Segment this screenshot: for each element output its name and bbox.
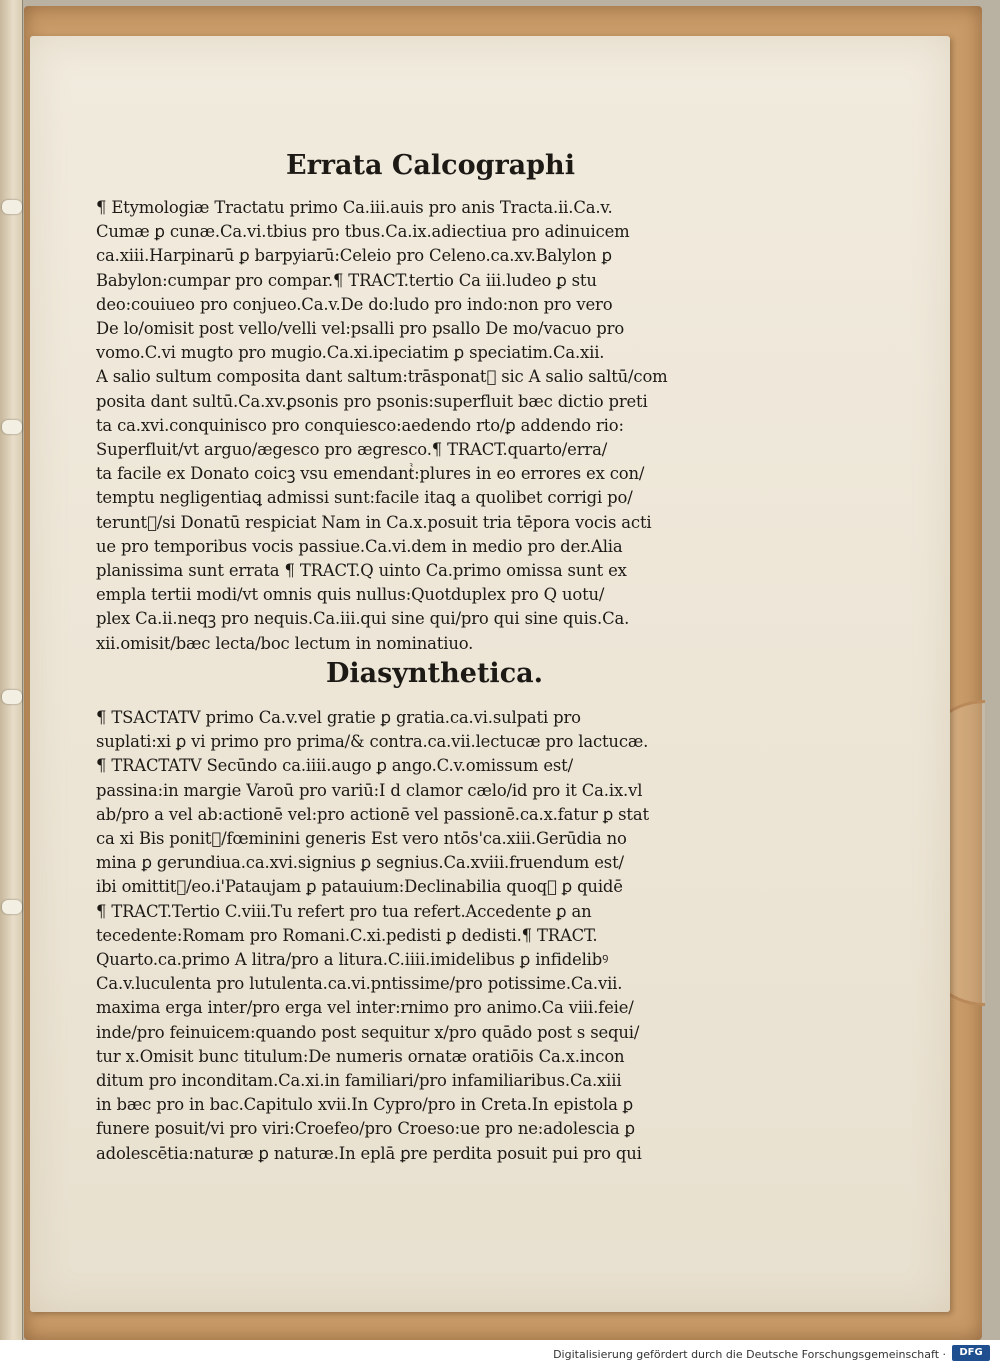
text-line: Babylon:cumpar pro compar.¶ TRACT.tertio Ca iii.ludeo ꝑ stu (96, 270, 597, 290)
text-line: tecedente:Romam pro Romani.C.xi.pedisti ꝑ dedisti.¶ TRACT. (96, 925, 598, 945)
digitization-footer (0, 1340, 1000, 1369)
text-line: inde/pro feinuicem:quando post sequitur x/pro quādo post s sequi/ (96, 1022, 640, 1042)
text-line: Ca.v.luculenta pro lutulenta.ca.vi.pntissime/pro potissime.Ca.vii. (96, 974, 623, 994)
text-line: adolescētia:naturæ ꝑ naturæ.In eplā ꝑre perdita posuit pui pro qui (96, 1143, 642, 1163)
funding-credit: Digitalisierung gefördert durch die Deutsche Forschungsgemeinschaft · (553, 1348, 946, 1361)
text-line: tur x.Omisit bunc titulum:De numeris ornatæ oratiōis Ca.x.incon (96, 1046, 625, 1066)
text-line: Superfluit/vt arguo/ægesco pro ægresco.¶ TRACT.quarto/erra/ (96, 440, 608, 460)
text-line: ¶ TSACTATV primo Ca.v.vel gratie ꝑ gratia.ca.vi.sulpati pro (96, 708, 581, 727)
text-line: deo:couiueo pro conjueo.Ca.v.De do:ludo pro indo:non pro vero (96, 294, 613, 314)
facing-page-edge (0, 0, 23, 1340)
text-line: plex Ca.ii.neqꝫ pro nequis.Ca.iii.qui sine qui/pro qui sine quis.Ca. (96, 609, 630, 629)
text-line: A salio sultum composita dant saltum:trāsponatᷣ sic A salio saltū/com (96, 367, 668, 387)
binding-stitch (2, 200, 22, 214)
section-heading: Diasynthetica. (326, 658, 544, 689)
errata-paragraph-2 (96, 706, 756, 1166)
text-line: ca.xiii.Harpinarū ꝑ barpyiarū:Celeio pro Celeno.ca.xv.Balylon ꝑ (96, 246, 612, 266)
text-line: in bæc pro in bac.Capitulo xvii.In Cypro/pro in Creta.In epistola ꝑ (96, 1095, 634, 1115)
text-line: ¶ Etymologiæ Tractatu primo Ca.iii.auis pro anis Tracta.ii.Ca.v. (96, 198, 613, 217)
text-line: temptu negligentiaꝗ admissi sunt:facile itaꝗ a quolibet corrigi po/ (96, 488, 633, 508)
text-line: empla tertii modi/vt omnis quis nullus:Quotduplex pro Q uotu/ (96, 585, 605, 605)
text-line: ¶ TRACTATV Secūndo ca.iiii.augo ꝑ ango.C.v.omissum est/ (96, 756, 573, 776)
binding-stitch (2, 690, 22, 704)
binding-stitch (2, 900, 22, 914)
text-line: mina ꝑ gerundiua.ca.xvi.signius ꝑ segnius.Ca.xviii.fruendum est/ (96, 853, 624, 873)
text-line: ibi omittitᷣ/eo.i'Pataujam ꝑ patauium:Declinabilia quoqꝫ ꝑ quidē (96, 877, 623, 897)
text-line: ta facile ex Donato coicꝫ vsu emendantᷣ:plures in eo errores ex con/ (96, 464, 645, 484)
text-line: De lo/omisit post vello/velli vel:psalli pro psallo De mo/vacuo pro (96, 319, 625, 339)
text-line: funere posuit/vi pro viri:Croefeo/pro Croeso:ue pro ne:adolescia ꝑ (96, 1119, 635, 1139)
text-line: planissima sunt errata ¶ TRACT.Q uinto Ca.primo omissa sunt ex (96, 561, 627, 581)
text-line: ¶ TRACT.Tertio C.viii.Tu refert pro tua refert.Accedente ꝑ an (96, 901, 592, 921)
dfg-logo: DFG (952, 1345, 990, 1361)
text-line: ca xi Bis ponitᷣ/fœminini generis Est vero ntōs'ca.xiii.Gerūdia no (96, 829, 627, 849)
text-line: ditum pro inconditam.Ca.xi.in familiari/pro infamiliaribus.Ca.xiii (96, 1071, 622, 1091)
text-line: posita dant sultū.Ca.xv.ꝑsonis pro psonis:superfluit bæc dictio preti (96, 391, 648, 411)
text-line: Cumæ ꝑ cunæ.Ca.vi.tbius pro tbus.Ca.ix.adiectiua pro adinuicem (96, 222, 630, 242)
text-line: teruntᷣ/si Donatū respiciat Nam in Ca.x.posuit tria tēpora vocis acti (96, 512, 652, 532)
text-line: maxima erga inter/pro erga vel inter:rnimo pro animo.Ca viii.feie/ (96, 998, 634, 1018)
text-line: Quarto.ca.primo A litra/pro a litura.C.iiii.imidelibus ꝑ infidelibꝰ (96, 950, 609, 970)
page-title: Errata Calcographi (286, 150, 575, 181)
text-line: xii.omisit/bæc lecta/boc lectum in nominatiuo. (96, 633, 474, 653)
text-line: ta ca.xvi.conquinisco pro conquiesco:aedendo rto/ꝑ addendo rio: (96, 415, 624, 435)
text-line: ab/pro a vel ab:actionē vel:pro actionē vel passionē.ca.x.fatur ꝑ stat (96, 804, 649, 824)
text-line: ue pro temporibus vocis passiue.Ca.vi.dem in medio pro der.Alia (96, 536, 623, 556)
binding-stitch (2, 420, 22, 434)
errata-paragraph-1 (96, 196, 756, 656)
text-line: passina:in margie Varoū pro variū:I d clamor cælo/id pro it Ca.ix.vl (96, 780, 643, 800)
text-line: vomo.C.vi mugto pro mugio.Ca.xi.ipeciatim ꝑ speciatim.Ca.xii. (96, 343, 605, 363)
text-line: suplati:xi ꝑ vi primo pro prima/& contra.ca.vii.lectucæ pro lactucæ. (96, 732, 649, 752)
